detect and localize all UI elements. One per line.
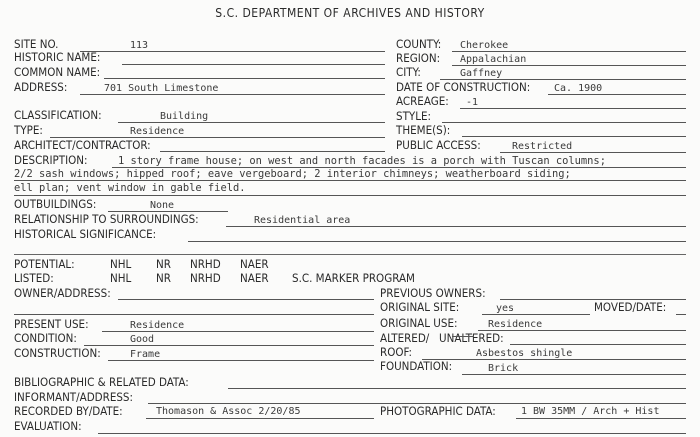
listed-label: LISTED:: [14, 271, 54, 285]
condition-label: CONDITION:: [14, 331, 77, 345]
original-use-line: [478, 330, 686, 331]
architect-label: ARCHITECT/CONTRACTOR:: [14, 138, 151, 152]
date-construction-label: DATE OF CONSTRUCTION:: [396, 80, 531, 94]
condition-line: [84, 345, 374, 346]
style-label: STYLE:: [396, 109, 431, 123]
site-no-value: 113: [130, 40, 149, 51]
evaluation-line: [98, 433, 686, 434]
acreage-line: [460, 108, 686, 109]
county-label: COUNTY:: [396, 37, 442, 51]
recorded-by-label: RECORDED BY/DATE:: [14, 404, 123, 418]
address-line: [80, 94, 385, 95]
classification-value: Building: [160, 111, 209, 122]
moved-date-line: [676, 314, 686, 315]
potential-nhl: NHL: [110, 257, 132, 271]
photographic-label: PHOTOGRAPHIC DATA:: [380, 404, 496, 418]
description-line-2: 2/2 sash windows; hipped roof; eave vergeboard; 2 interior chimneys; weatherboard siding;: [14, 168, 571, 180]
classification-line: [118, 122, 385, 123]
listed-sc-marker: S.C. MARKER PROGRAM: [292, 271, 415, 285]
county-line: [452, 51, 686, 52]
significance-line: [188, 241, 686, 242]
foundation-value: Brick: [488, 363, 519, 374]
owner-label: OWNER/ADDRESS:: [14, 286, 111, 300]
outbuildings-value: None: [150, 200, 175, 211]
public-access-label: PUBLIC ACCESS:: [396, 138, 481, 152]
unaltered-label: UNALTERED:: [439, 331, 504, 345]
common-name-label: COMMON NAME:: [14, 65, 101, 79]
bibliographic-line: [228, 388, 686, 389]
public-access-value: Restricted: [512, 141, 573, 152]
listed-nr: NR: [156, 271, 171, 285]
present-use-value: Residence: [130, 320, 185, 331]
construction-value: Frame: [130, 349, 161, 360]
listed-naer: NAER: [240, 271, 269, 285]
construction-label: CONSTRUCTION:: [14, 346, 101, 360]
recorded-by-value: Thomason & Assoc 2/20/85: [156, 406, 301, 417]
type-value: Residence: [130, 126, 185, 137]
original-use-label: ORIGINAL USE:: [380, 316, 458, 330]
description-line-1: 1 story frame house; on west and north facades is a porch with Tuscan columns;: [118, 155, 606, 167]
description-rule-3: [14, 195, 686, 196]
previous-owners-label: PREVIOUS OWNERS:: [380, 286, 486, 300]
roof-label: ROOF:: [380, 345, 413, 359]
original-use-value: Residence: [488, 319, 543, 330]
description-line-3: ell plan; vent window in gable field.: [14, 182, 246, 194]
region-value: Appalachian: [460, 54, 527, 65]
original-site-label: ORIGINAL SITE:: [380, 300, 460, 314]
foundation-line: [462, 374, 686, 375]
listed-nhl: NHL: [110, 271, 132, 285]
section-divider: [14, 254, 686, 255]
classification-label: CLASSIFICATION:: [14, 108, 102, 122]
card-header: S.C. DEPARTMENT OF ARCHIVES AND HISTORY: [215, 6, 485, 20]
owner-line-2: [14, 314, 374, 315]
city-label: CITY:: [396, 65, 421, 79]
county-value: Cherokee: [460, 40, 509, 51]
description-label: DESCRIPTION:: [14, 153, 88, 167]
owner-line: [118, 299, 374, 300]
public-access-line: [500, 152, 686, 153]
city-value: Gaffney: [460, 68, 503, 79]
altered-label: ALTERED/: [380, 331, 430, 345]
relationship-line: [226, 226, 686, 227]
potential-nrhd: NRHD: [190, 257, 221, 271]
region-label: REGION:: [396, 51, 441, 65]
foundation-label: FOUNDATION:: [380, 359, 453, 373]
photographic-value: 1 BW 35MM / Arch + Hist: [521, 406, 660, 417]
site-no-label: SITE NO.: [14, 37, 59, 51]
description-rule-2: [14, 180, 686, 181]
relationship-value: Residential area: [254, 215, 351, 226]
region-line: [452, 65, 686, 66]
potential-naer: NAER: [240, 257, 269, 271]
relationship-label: RELATIONSHIP TO SURROUNDINGS:: [14, 212, 199, 226]
present-use-line: [102, 331, 374, 332]
condition-value: Good: [130, 334, 155, 345]
bibliographic-label: BIBLIOGRAPHIC & RELATED DATA:: [14, 375, 189, 389]
acreage-value: -1: [466, 97, 479, 108]
original-site-line: [482, 314, 590, 315]
address-label: ADDRESS:: [14, 80, 68, 94]
address-value: 701 South Limestone: [104, 83, 219, 94]
themes-line: [462, 136, 686, 137]
photographic-line: [516, 418, 686, 419]
historic-name-label: HISTORIC NAME:: [14, 50, 101, 64]
unaltered-strike: [452, 336, 474, 337]
type-label: TYPE:: [14, 123, 43, 137]
informant-label: INFORMANT/ADDRESS:: [14, 390, 133, 404]
construction-line: [108, 360, 374, 361]
original-site-value: yes: [496, 303, 515, 314]
potential-nr: NR: [156, 257, 171, 271]
style-line: [442, 122, 686, 123]
recorded-by-line: [146, 418, 374, 419]
altered-line: [510, 344, 686, 345]
historic-name-line: [122, 64, 385, 65]
outbuildings-label: OUTBUILDINGS:: [14, 197, 97, 211]
evaluation-label: EVALUATION:: [14, 419, 82, 433]
significance-label: HISTORICAL SIGNIFICANCE:: [14, 227, 157, 241]
common-name-line: [104, 78, 385, 79]
themes-label: THEME(S):: [396, 123, 451, 137]
architect-line: [160, 151, 385, 152]
moved-date-label: MOVED/DATE:: [594, 300, 667, 314]
roof-line: [422, 359, 686, 360]
site-no-line: [80, 51, 385, 52]
listed-nrhd: NRHD: [190, 271, 221, 285]
roof-value: Asbestos shingle: [476, 348, 573, 359]
present-use-label: PRESENT USE:: [14, 317, 89, 331]
acreage-label: ACREAGE:: [396, 94, 449, 108]
date-construction-value: Ca. 1900: [554, 83, 603, 94]
potential-label: POTENTIAL:: [14, 257, 75, 271]
date-construction-line: [548, 94, 686, 95]
